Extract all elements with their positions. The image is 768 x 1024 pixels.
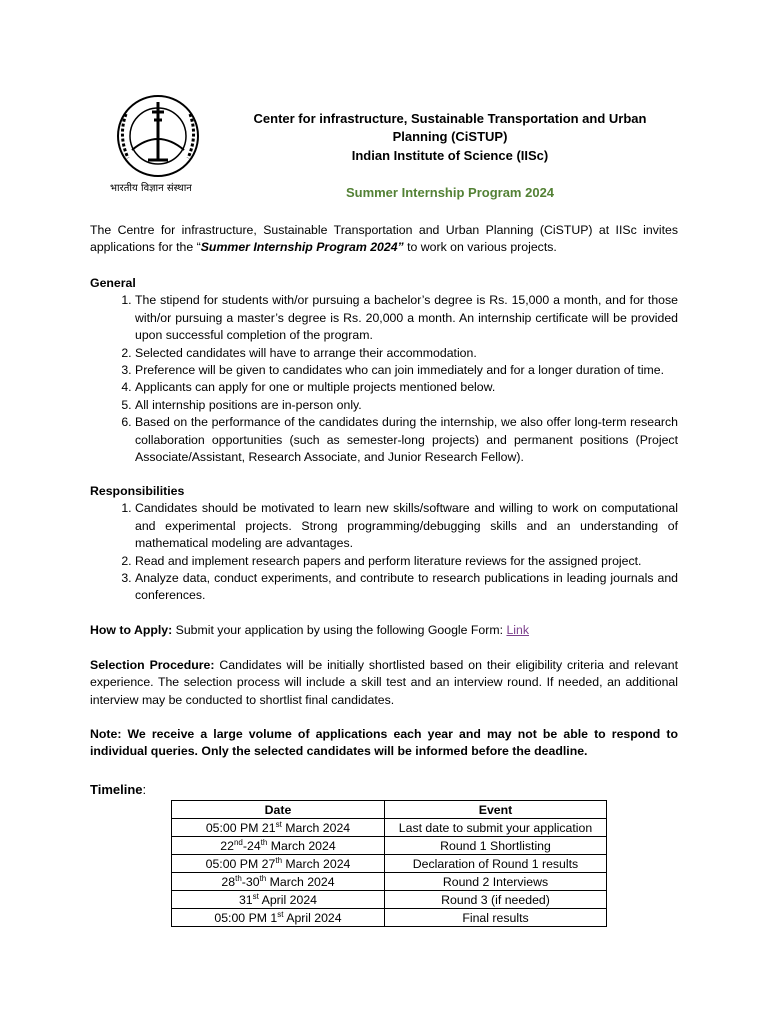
responsibilities-section: [90, 483, 678, 605]
general-heading: General: [90, 276, 136, 290]
table-row: [172, 819, 607, 837]
header-line-3: Indian Institute of Science (IISc): [351, 148, 549, 163]
table-row: [172, 873, 607, 891]
list-item: 6. Based on the performance of the candidates during the internship, we also offer long-term research collaboration opportunities (such as semester-long projects) and permanent positions (Project Associate/Assistant, Research Associate, and Junior Research Fellow).: [135, 414, 678, 466]
responsibilities-list: [90, 500, 678, 604]
responsibilities-heading: Responsibilities: [90, 484, 185, 498]
event-cell: Declaration of Round 1 results: [385, 855, 607, 873]
list-item: 2. Read and implement research papers and perform literature reviews for the assigned project.: [135, 553, 678, 570]
date-cell: 22nd-24th March 2024: [172, 837, 385, 855]
list-item: 1. The stipend for students with/or pursuing a bachelor’s degree is Rs. 15,000 a month, and for those with/or pursuing a master’s degree is Rs. 20,000 a month. An internship certificate will be provided upon successful completion of the program.: [135, 292, 678, 344]
event-cell: Round 2 Interviews: [385, 873, 607, 891]
event-cell: Final results: [385, 909, 607, 927]
date-cell: 05:00 PM 1st April 2024: [172, 909, 385, 927]
header-line-2: Planning (CiSTUP): [392, 129, 508, 144]
event-cell: Round 3 (if needed): [385, 891, 607, 909]
general-list: [90, 292, 678, 466]
how-to-apply: How to Apply: Submit your application by using the following Google Form: Link: [90, 623, 530, 637]
list-item: 4. Applicants can apply for one or multiple projects mentioned below.: [135, 379, 678, 396]
selection-procedure: Selection Procedure: Candidates will be initially shortlisted based on their eligibility criteria and relevant experience. The selection process will include a skill test and an interview round. If needed, an additional interview may be conducted to shortlist final candidates.: [90, 658, 678, 707]
table-header-row: [172, 801, 607, 819]
list-item: 3. Analyze data, conduct experiments, and contribute to research publications in leading journals and conferences.: [135, 570, 678, 605]
timeline-table: [171, 800, 607, 927]
list-item: 1. Candidates should be motivated to learn new skills/software and willing to work on computational and experimental projects. Strong programming/debugging skills and an understanding of mathematical modeling are advantages.: [135, 500, 678, 552]
iisc-logo: [108, 90, 212, 198]
event-cell: Last date to submit your application: [385, 819, 607, 837]
header-line-1: Center for infrastructure, Sustainable Transportation and Urban: [253, 111, 647, 126]
date-cell: 28th-30th March 2024: [172, 873, 385, 891]
note-paragraph: Note: We receive a large volume of applications each year and may not be able to respond to individual queries. Only the selected candidates will be informed before the deadline.: [90, 727, 678, 759]
intro-paragraph: The Centre for infrastructure, Sustainable Transportation and Urban Planning (CiSTUP) at IISc invites applications for the “Summer Internship Program 2024” to work on various projects.: [90, 223, 678, 255]
list-item: 2. Selected candidates will have to arrange their accommodation.: [135, 345, 678, 362]
list-item: 5. All internship positions are in-person only.: [135, 397, 678, 414]
google-form-link[interactable]: Link: [506, 623, 530, 637]
col-header-event: Event: [385, 801, 607, 819]
date-cell: 05:00 PM 21st March 2024: [172, 819, 385, 837]
table-row: [172, 891, 607, 909]
list-item: 3. Preference will be given to candidates who can join immediately and for a longer duration of time.: [135, 362, 678, 379]
timeline-heading: Timeline:: [90, 782, 147, 797]
logo-devanagari-text: भारतीय विज्ञान संस्थान: [110, 183, 192, 194]
date-cell: 05:00 PM 27th March 2024: [172, 855, 385, 873]
table-row: [172, 837, 607, 855]
program-title: Summer Internship Program 2024: [345, 185, 555, 200]
table-row: [172, 909, 607, 927]
event-cell: Round 1 Shortlisting: [385, 837, 607, 855]
col-header-date: Date: [172, 801, 385, 819]
date-cell: 31st April 2024: [172, 891, 385, 909]
table-row: [172, 855, 607, 873]
general-section: [90, 275, 678, 466]
